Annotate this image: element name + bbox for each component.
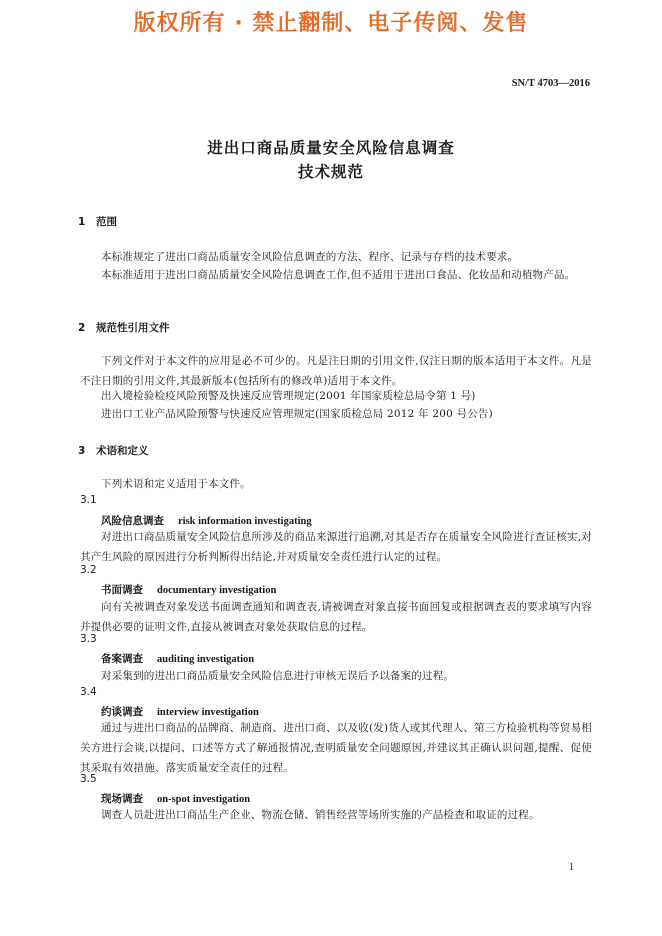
section-2-paragraph-1: 下列文件对于本文件的应用是必不可少的。凡是注日期的引用文件,仅注日期的版本适用于本文件。凡是不注日期的引用文件,其最新版本(包括所有的修改单)适用于本文件。 xyxy=(80,355,592,387)
term-number: 3.1 xyxy=(80,494,97,506)
term-name-zh: 书面调查 xyxy=(101,584,143,596)
term-definition: 对进出口商品质量安全风险信息所涉及的商品来源进行追溯,对其是否存在质量安全风险进行查证核实,对其产生风险的原因进行分析判断得出结论,并对质量安全责任进行认定的过程。 xyxy=(80,531,592,563)
term-name-en: interview investigation xyxy=(157,707,259,718)
term-definition: 对采集到的进出口商品质量安全风险信息进行审核无误后予以备案的过程。 xyxy=(101,670,455,682)
term-name xyxy=(101,651,254,666)
page-number: 1 xyxy=(569,862,574,873)
term-name-zh: 备案调查 xyxy=(101,653,143,665)
section-number: 3 xyxy=(78,445,86,457)
section-3-intro: 下列术语和定义适用于本文件。 xyxy=(101,478,251,490)
term-name-en: on-spot investigation xyxy=(157,794,251,805)
document-title-line1: 进出口商品质量安全风险信息调查 xyxy=(207,139,455,157)
term-name xyxy=(101,582,276,597)
term-definition: 调查人员赴进出口商品生产企业、物流仓储、销售经营等场所实施的产品检查和取证的过程。 xyxy=(101,809,540,821)
term-name-zh: 约谈调查 xyxy=(101,706,143,718)
term-number: 3.5 xyxy=(80,773,97,785)
term-definition: 向有关被调查对象发送书面调查通知和调查表,请被调查对象直接书面回复或根据调查表的要求填写内容并提供必要的证明文件,直接从被调查对象处获取信息的过程。 xyxy=(80,601,592,633)
standard-code: SN/T 4703—2016 xyxy=(511,78,590,89)
term-name xyxy=(101,791,250,806)
term-number: 3.2 xyxy=(80,564,97,576)
section-title: 术语和定义 xyxy=(96,445,149,457)
term-name-en: documentary investigation xyxy=(157,585,277,596)
term-name-en: risk information investigating xyxy=(178,516,312,527)
section-title: 范围 xyxy=(96,216,117,228)
section-2-reference-2: 进出口工业产品风险预警与快速反应管理规定(国家质检总局 2012 年 200 号公告) xyxy=(101,408,493,420)
term-name-zh: 现场调查 xyxy=(101,793,143,805)
section-title: 规范性引用文件 xyxy=(96,322,170,334)
term-name xyxy=(101,704,259,719)
section-2-heading xyxy=(78,320,170,335)
term-name xyxy=(101,513,312,528)
section-1-paragraph-2: 本标准适用于进出口商品质量安全风险信息调查工作,但不适用于进出口食品、化妆品和动植物产品。 xyxy=(101,269,576,281)
term-name-en: auditing investigation xyxy=(157,654,255,665)
term-name-zh: 风险信息调查 xyxy=(101,515,164,527)
copyright-watermark: 版权所有 · 禁止翻制、电子传阅、发售 xyxy=(133,11,529,36)
section-1-paragraph-1: 本标准规定了进出口商品质量安全风险信息调查的方法、程序、记录与存档的技术要求。 xyxy=(101,251,519,263)
term-definition: 通过与进出口商品的品牌商、制造商、进出口商、以及收(发)货人或其代理人、第三方检验机构等贸易相关方进行会谈,以提问、口述等方式了解通报情况,查明质量安全问题原因,并建议其正确认识问题,提醒、促使其采取有效措施、落实质量安全责任的过程。 xyxy=(80,722,592,774)
document-title-line2: 技术规范 xyxy=(297,163,364,181)
section-3-heading xyxy=(78,443,149,458)
term-number: 3.4 xyxy=(80,686,97,698)
section-2-reference-1: 出入境检验检疫风险预警及快速反应管理规定(2001 年国家质检总局令第 1 号) xyxy=(101,390,476,402)
section-1-heading xyxy=(78,214,117,229)
section-number: 2 xyxy=(78,322,86,334)
section-number: 1 xyxy=(78,216,86,228)
term-number: 3.3 xyxy=(80,633,97,645)
